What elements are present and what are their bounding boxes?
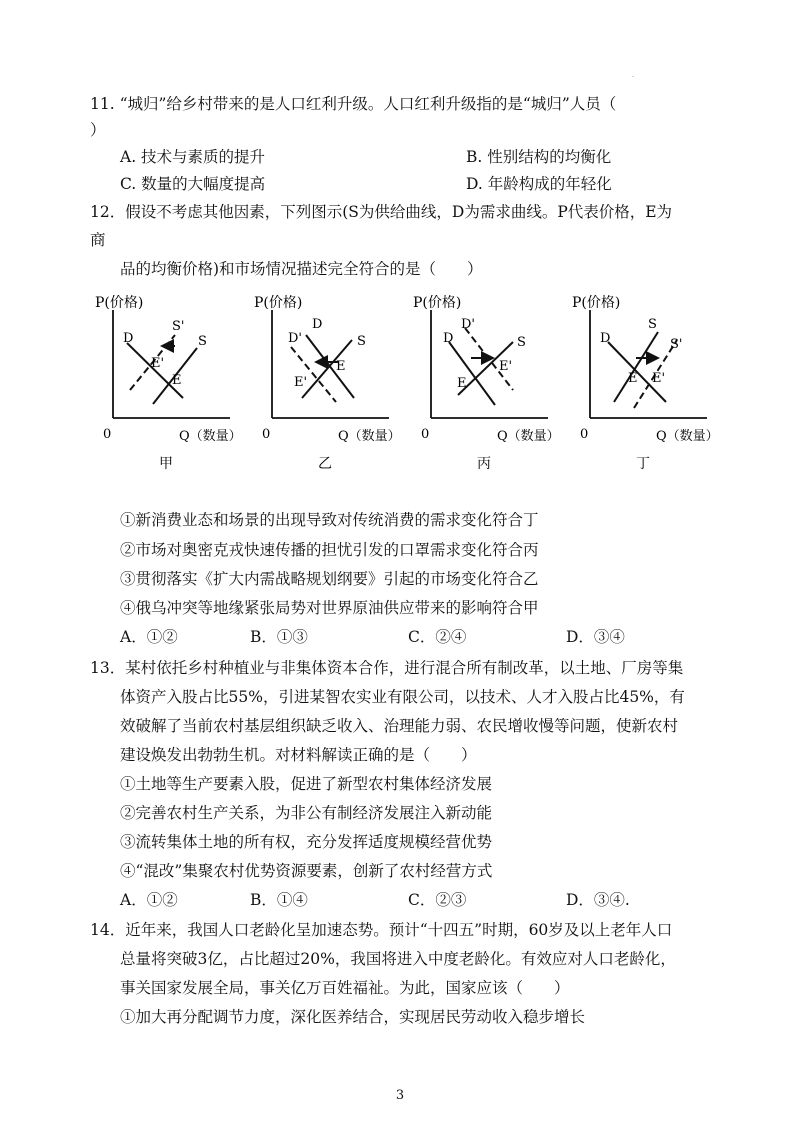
q12-stem-cont2: 品的均衡价格)和市场情况描述完全符合的是（ ） bbox=[120, 260, 483, 278]
q11-stem-cont: ） bbox=[90, 121, 106, 139]
label-s-prime: S' bbox=[172, 319, 185, 334]
q12-option-c: C．②④ bbox=[408, 628, 467, 646]
label-s: S bbox=[198, 334, 207, 349]
graph-bing bbox=[413, 290, 563, 480]
q13-option-c: C．②③ bbox=[408, 891, 467, 909]
label-e: E bbox=[336, 359, 346, 374]
label-d-prime: D' bbox=[288, 331, 302, 346]
q13-item-3: ③流转集体土地的所有权，充分发挥适度规模经营优势 bbox=[120, 833, 493, 851]
q14-stem-3: 事关国家发展全局，事关亿万百姓福祉。为此，国家应该（ ） bbox=[120, 979, 570, 997]
q12-option-a: A．①② bbox=[120, 628, 178, 646]
q11-option-b: B. 性别结构的均衡化 bbox=[466, 148, 612, 166]
q13-option-d: D．③④. bbox=[566, 891, 630, 909]
q13-option-b: B．①④ bbox=[250, 891, 308, 909]
graph-jia bbox=[95, 290, 245, 480]
q13-option-a: A．①② bbox=[120, 891, 178, 909]
label-s: S bbox=[517, 335, 526, 350]
q12-item-4: ④俄乌冲突等地缘紧张局势对世界原油供应带来的影响符合甲 bbox=[120, 599, 539, 617]
label-e-prime: E' bbox=[151, 356, 165, 371]
label-e-prime: E' bbox=[294, 375, 308, 390]
q14-item-1: ①加大再分配调节力度，深化医养结合，实现居民劳动收入稳步增长 bbox=[120, 1008, 586, 1026]
y-axis-label: P(价格) bbox=[95, 295, 144, 311]
x-axis-label: Q（数量） bbox=[338, 429, 401, 444]
q13-item-4: ④“混改”集聚农村优势资源要素，创新了农村经营方式 bbox=[120, 862, 493, 880]
x-axis-label: Q（数量） bbox=[656, 429, 719, 444]
q13-stem-2: 体资产入股占比55%，引进某智农实业有限公司，以技术、人才入股占比45%，有 bbox=[120, 688, 685, 706]
origin-label: 0 bbox=[421, 427, 430, 442]
label-e: E bbox=[628, 371, 638, 386]
demand-curve bbox=[449, 342, 495, 405]
label-d: D bbox=[123, 331, 134, 346]
label-e-prime: E' bbox=[499, 359, 513, 374]
label-d-prime: D' bbox=[461, 317, 475, 332]
graph-title: 丙 bbox=[477, 456, 491, 472]
label-e: E bbox=[457, 376, 467, 391]
supply-curve bbox=[614, 332, 658, 402]
q11-option-d: D. 年龄构成的年轻化 bbox=[466, 175, 612, 193]
y-axis-label: P(价格) bbox=[572, 295, 621, 311]
q12-item-1: ①新消费业态和场景的出现导致对传统消费的需求变化符合丁 bbox=[120, 511, 539, 529]
page-number: 3 bbox=[395, 1088, 405, 1103]
graph-ding bbox=[572, 290, 722, 480]
y-axis-label: P(价格) bbox=[413, 295, 462, 311]
q11-option-a: A. 技术与素质的提升 bbox=[120, 148, 266, 166]
q14-stem-2: 总量将突破3亿，占比超过20%，我国将进入中度老龄化。有效应对人口老龄化， bbox=[120, 950, 676, 968]
q13-stem-4: 建设焕发出勃勃生机。对材料解读正确的是（ ） bbox=[120, 746, 477, 764]
graph-title: 甲 bbox=[159, 456, 173, 472]
label-d: D bbox=[312, 317, 323, 332]
q11-option-c: C. 数量的大幅度提高 bbox=[120, 175, 266, 193]
origin-label: 0 bbox=[580, 427, 589, 442]
label-s-prime: S' bbox=[670, 337, 683, 352]
q12-item-2: ②市场对奥密克戎快速传播的担忧引发的口罩需求变化符合丙 bbox=[120, 541, 539, 559]
q11-stem: 11. “城归”给乡村带来的是人口红利升级。人口红利升级指的是“城归”人员（ bbox=[90, 95, 617, 113]
q13-item-1: ①土地等生产要素入股，促进了新型农村集体经济发展 bbox=[120, 775, 493, 793]
label-d: D bbox=[443, 331, 454, 346]
q13-stem-1: 13．某村依托乡村种植业与非集体资本合作，进行混合所有制改革，以土地、厂房等集 bbox=[90, 659, 684, 677]
graph-title: 乙 bbox=[318, 456, 332, 472]
x-axis-label: Q（数量） bbox=[179, 429, 242, 444]
label-d: D bbox=[600, 331, 611, 346]
q12-option-b: B．①③ bbox=[250, 628, 308, 646]
corner-mark: · bbox=[632, 74, 634, 81]
q13-item-2: ②完善农村生产关系，为非公有制经济发展注入新动能 bbox=[120, 804, 493, 822]
q12-option-d: D．③④ bbox=[566, 628, 625, 646]
origin-label: 0 bbox=[262, 427, 271, 442]
y-axis-label: P(价格) bbox=[254, 295, 303, 311]
q14-stem-1: 14．近年来，我国人口老龄化呈加速态势。预计“十四五”时期，60岁及以上老年人口 bbox=[90, 921, 673, 939]
q12-stem-cont: 商 bbox=[90, 231, 106, 249]
label-s: S bbox=[648, 317, 657, 332]
label-s: S bbox=[357, 334, 366, 349]
label-e: E bbox=[172, 373, 182, 388]
origin-label: 0 bbox=[103, 427, 112, 442]
graph-yi bbox=[254, 290, 404, 480]
graph-title: 丁 bbox=[636, 456, 650, 472]
label-e-prime: E' bbox=[652, 371, 666, 386]
x-axis-label: Q（数量） bbox=[497, 429, 560, 444]
q12-stem: 12．假设不考虑其他因素，下列图示(S为供给曲线，D为需求曲线。P代表价格，E为 bbox=[90, 203, 673, 221]
q13-stem-3: 效破解了当前农村基层组织缺乏收入、治理能力弱、农民增收慢等问题，使新农村 bbox=[120, 717, 679, 735]
q12-item-3: ③贯彻落实《扩大内需战略规划纲要》引起的市场变化符合乙 bbox=[120, 570, 539, 588]
